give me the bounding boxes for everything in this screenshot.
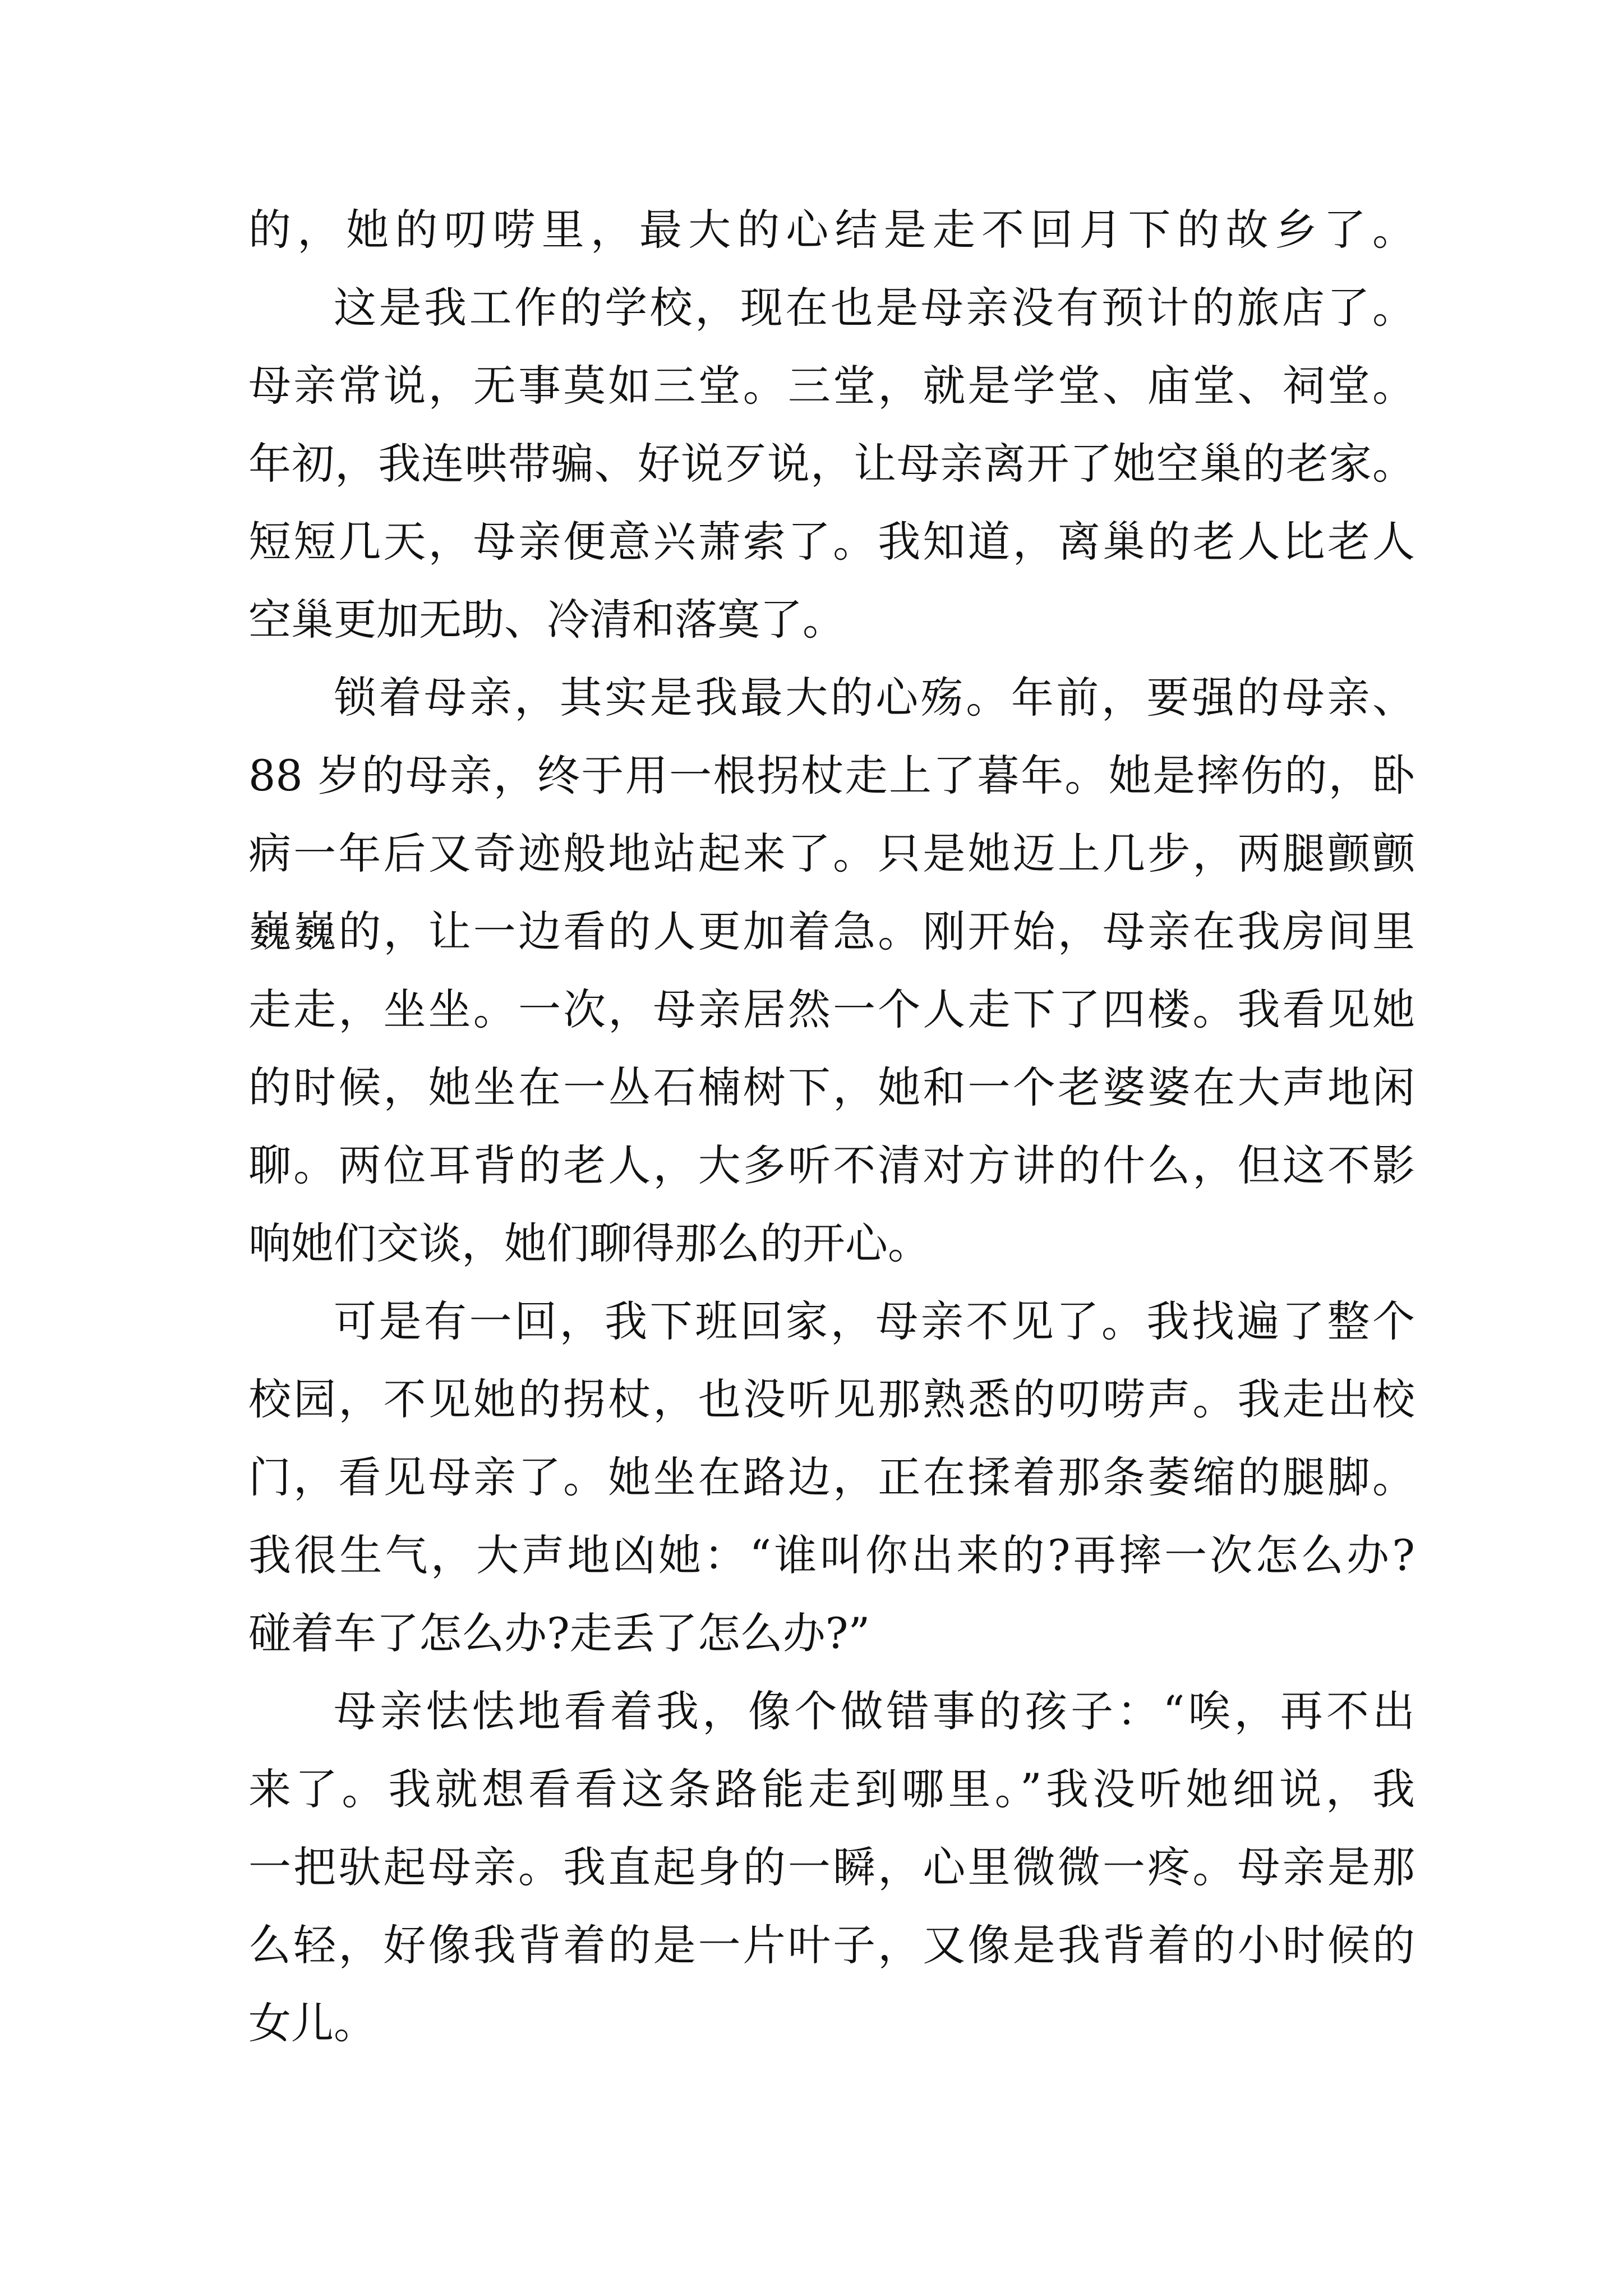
text-line: 病一年后又奇迹般地站起来了。只是她迈上几步，两腿颤颤 <box>248 829 1415 878</box>
text-line: 短短几天，母亲便意兴萧索了。我知道，离巢的老人比老人 <box>248 517 1415 567</box>
text-line: 年初，我连哄带骗、好说歹说，让母亲离开了她空巢的老家。 <box>248 439 1415 489</box>
paragraph-first-line: 这是我工作的学校，现在也是母亲没有预计的旅店了。 <box>334 283 1415 333</box>
text-line: 我很生气，大声地凶她：“谁叫你出来的?再摔一次怎么办? <box>248 1530 1415 1580</box>
paragraph-last-line: 响她们交谈，她们聊得那么的开心。 <box>248 1218 930 1268</box>
text-line: 母亲常说，无事莫如三堂。三堂，就是学堂、庙堂、祠堂。 <box>248 361 1415 411</box>
text-line: 走走，坐坐。一次，母亲居然一个人走下了四楼。我看见她 <box>248 984 1415 1034</box>
text-line: 一把驮起母亲。我直起身的一瞬，心里微微一疼。母亲是那 <box>248 1842 1415 1892</box>
text-line: 校园，不见她的拐杖，也没听见那熟悉的叨唠声。我走出校 <box>248 1374 1415 1424</box>
paragraph-first-line: 母亲怯怯地看着我，像个做错事的孩子：“唉，再不出 <box>334 1686 1415 1736</box>
paragraph-last-line: 女儿。 <box>248 1998 376 2048</box>
text-line: 聊。两位耳背的老人，大多听不清对方讲的什么，但这不影 <box>248 1140 1415 1190</box>
paragraph-first-line: 可是有一回，我下班回家，母亲不见了。我找遍了整个 <box>334 1296 1415 1346</box>
text-line: 的，她的叨唠里，最大的心结是走不回月下的故乡了。 <box>248 205 1415 255</box>
text-line: 么轻，好像我背着的是一片叶子，又像是我背着的小时候的 <box>248 1920 1415 1970</box>
text-line: 门，看见母亲了。她坐在路边，正在揉着那条萎缩的腿脚。 <box>248 1452 1415 1502</box>
text-line: 巍巍的，让一边看的人更加着急。刚开始，母亲在我房间里 <box>248 907 1415 956</box>
paragraph-last-line: 碰着车了怎么办?走丢了怎么办?” <box>248 1608 870 1658</box>
body-text <box>248 191 1415 2062</box>
text-line: 的时候，她坐在一丛石楠树下，她和一个老婆婆在大声地闲 <box>248 1062 1415 1112</box>
paragraph-first-line: 锁着母亲，其实是我最大的心殇。年前，要强的母亲、 <box>334 673 1415 723</box>
text-line: 88 岁的母亲，终于用一根拐杖走上了暮年。她是摔伤的，卧 <box>248 751 1415 800</box>
paragraph-last-line: 空巢更加无助、冷清和落寞了。 <box>248 595 845 645</box>
text-line: 来了。我就想看看这条路能走到哪里。”我没听她细说，我 <box>248 1764 1415 1814</box>
